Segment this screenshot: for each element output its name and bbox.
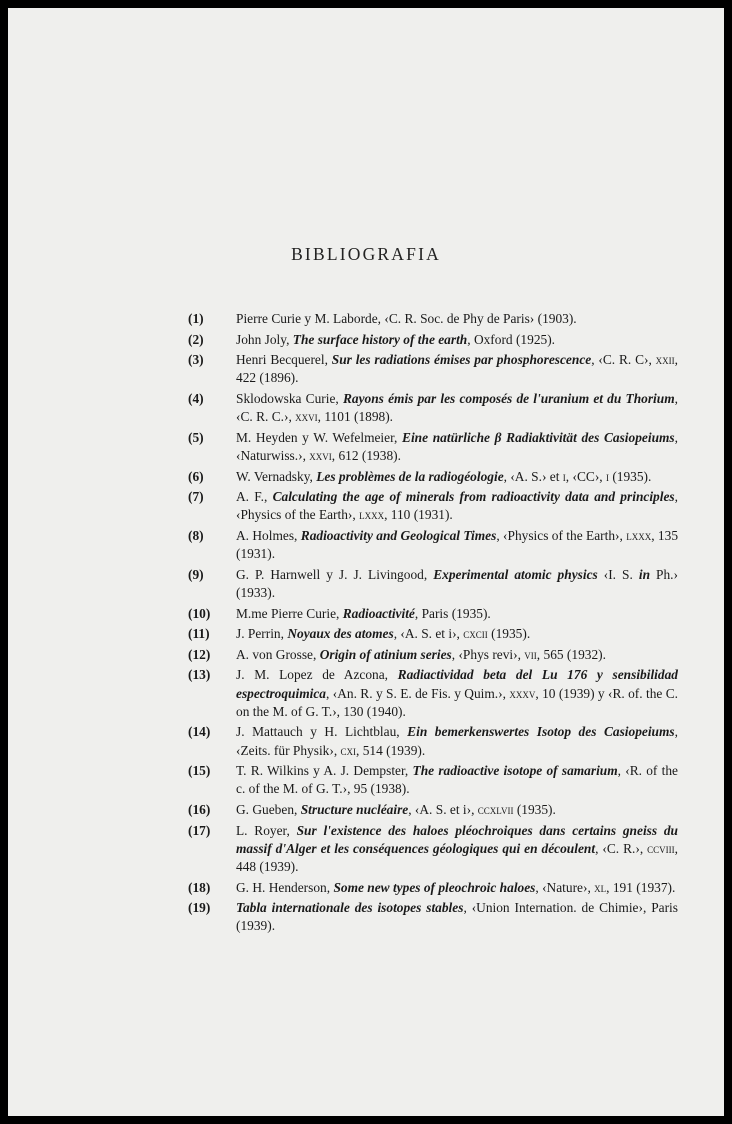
entry-segment: W. Vernadsky, xyxy=(236,468,317,484)
entry-segment: M. Heyden y W. Wefelmeier, xyxy=(236,429,403,445)
entry-segment: ‹I. S. xyxy=(597,566,639,582)
entry-text xyxy=(236,899,678,935)
volume-numeral: lxxx xyxy=(359,507,385,523)
entry-segment: Sklodowska Curie, xyxy=(236,390,343,406)
entry-title: Sur l'existence des haloes pléochroiques dans certains gneiss du massif d'Alger et les conséquences géologiques qui en découlent xyxy=(236,822,678,856)
entry-segment: , ‹C. R. C.›, xyxy=(236,390,678,425)
entry-text xyxy=(236,468,678,486)
volume-numeral: xxvi xyxy=(295,409,318,425)
entry-segment: , ‹Union Internation. de Chimie›, Paris (1939). xyxy=(236,900,678,934)
volume-numeral: ccxlvii xyxy=(477,801,514,817)
entry-segment: , 565 (1932). xyxy=(536,646,606,662)
entry-number: (14) xyxy=(188,724,211,740)
bibliography-entry xyxy=(188,429,678,465)
entry-segment: , ‹C. R.›, xyxy=(595,840,648,856)
entry-segment: G. H. Henderson, xyxy=(236,879,334,895)
entry-number: (17) xyxy=(188,822,211,838)
document-page xyxy=(8,8,724,1116)
entry-segment: , 514 (1939). xyxy=(356,742,426,758)
entry-title: Ein bemerkenswertes Isotop des Casiopeiums xyxy=(407,724,675,740)
entry-segment: , ‹Physics of the Earth›, xyxy=(496,527,627,543)
bibliography-list xyxy=(188,310,678,938)
volume-numeral: lxxx xyxy=(626,527,652,543)
entry-text xyxy=(236,666,678,721)
volume-numeral: xxvi xyxy=(309,447,332,463)
bibliography-entry xyxy=(188,488,678,524)
entry-segment: M.me Pierre Curie, xyxy=(236,605,343,621)
entry-number: (19) xyxy=(188,900,211,916)
entry-number: (13) xyxy=(188,667,211,683)
entry-title: in xyxy=(638,566,651,582)
entry-segment: (1935). xyxy=(513,801,556,817)
entry-segment: John Joly, xyxy=(236,331,293,347)
entry-text xyxy=(236,723,678,759)
bibliography-entry xyxy=(188,625,678,643)
entry-text xyxy=(236,566,678,602)
entry-segment: Pierre Curie y M. Laborde, ‹C. R. Soc. de Phy de Paris› (1903). xyxy=(236,311,577,326)
entry-segment: , ‹An. R. y S. E. de Fis. y Quim.›, xyxy=(326,685,510,701)
bibliography-entry xyxy=(188,331,678,349)
entry-segment: , ‹Nature›, xyxy=(535,879,595,895)
volume-numeral: xl xyxy=(594,879,607,895)
entry-segment: J. Mattauch y H. Lichtblau, xyxy=(236,724,408,740)
entry-number: (16) xyxy=(188,801,211,817)
entry-number: (9) xyxy=(188,566,204,582)
entry-segment: , 135 (1931). xyxy=(236,527,679,562)
volume-numeral: ccviii xyxy=(647,840,675,856)
entry-segment: , 422 (1896). xyxy=(236,352,678,386)
bibliography-entry xyxy=(188,390,678,426)
entry-segment: , ‹Naturwiss.›, xyxy=(236,429,678,463)
bibliography-entry xyxy=(188,801,678,819)
entry-segment: Ph.› (1933). xyxy=(236,566,678,600)
entry-segment: , 110 (1931). xyxy=(384,507,453,523)
entry-text xyxy=(236,625,678,643)
bibliography-entry xyxy=(188,899,678,935)
entry-title: Radiactividad beta del Lu 176 y sensibilidad espectroquimica xyxy=(236,667,678,701)
entry-title: Some new types of pleochroic haloes xyxy=(333,879,536,895)
entry-segment: G. P. Harnwell y J. J. Livingood, xyxy=(236,566,434,582)
volume-numeral: xxii xyxy=(655,352,675,368)
bibliography-entry xyxy=(188,468,678,486)
volume-numeral: vii xyxy=(524,646,537,662)
bibliography-entry xyxy=(188,310,678,328)
entry-number: (4) xyxy=(188,390,204,406)
entry-number: (1) xyxy=(188,311,204,326)
entry-text xyxy=(236,351,678,387)
entry-segment: G. Gueben, xyxy=(236,801,301,817)
entry-title: Calculating the age of minerals from radioactivity data and principles xyxy=(272,489,675,505)
entry-segment: , ‹Physics of the Earth›, xyxy=(236,489,678,523)
entry-segment: , Oxford (1925). xyxy=(467,331,556,347)
entry-title: Tabla internationale des isotopes stables xyxy=(236,900,464,916)
entry-segment: , 612 (1938). xyxy=(331,447,401,463)
bibliography-entry xyxy=(188,879,678,897)
entry-segment: , ‹Phys revi›, xyxy=(451,646,525,662)
entry-segment: , ‹R. of the c. of the M. of G. T.›, 95 (1938). xyxy=(236,763,678,797)
entry-title: Eine natürliche β Radiaktivität des Casiopeiums xyxy=(402,429,675,445)
entry-number: (3) xyxy=(188,352,204,368)
volume-numeral: i xyxy=(605,468,609,484)
entry-title: Les problèmes de la radiogéologie xyxy=(316,468,504,484)
entry-text xyxy=(236,331,678,349)
entry-number: (8) xyxy=(188,527,204,543)
entry-segment: , 448 (1939). xyxy=(236,840,678,874)
bibliography-entry xyxy=(188,666,678,721)
entry-text xyxy=(236,527,678,563)
entry-text xyxy=(236,605,678,623)
entry-text xyxy=(236,488,678,524)
entry-number: (6) xyxy=(188,468,204,484)
entry-segment: , ‹C. R. C›, xyxy=(591,352,656,368)
entry-segment: Henri Becquerel, xyxy=(236,352,332,368)
entry-segment: , ‹A. S.› et xyxy=(503,468,563,484)
entry-title: The surface history of the earth xyxy=(292,331,468,347)
entry-segment: (1935). xyxy=(487,626,531,642)
entry-title: The radioactive isotope of samarium xyxy=(412,763,618,779)
volume-numeral: cxi xyxy=(340,742,357,758)
entry-segment: , Paris (1935). xyxy=(414,605,491,621)
entry-segment: (1935). xyxy=(608,468,652,484)
entry-segment: J. M. Lopez de Azcona, xyxy=(236,667,398,683)
entry-number: (12) xyxy=(188,646,211,662)
entry-segment: A. Holmes, xyxy=(236,527,301,543)
entry-title: Radioactivity and Geological Times xyxy=(300,527,497,543)
entry-number: (2) xyxy=(188,331,204,347)
entry-segment: , 10 (1939) y ‹R. of. the C. on the M. of G. T.›, 130 (1940). xyxy=(236,685,679,719)
entry-title: Experimental atomic physics xyxy=(433,566,598,582)
entry-segment: L. Royer, xyxy=(236,822,297,838)
bibliography-entry xyxy=(188,351,678,387)
entry-title: Origin of atinium series xyxy=(319,646,452,662)
entry-number: (18) xyxy=(188,879,211,895)
volume-numeral: xxxv xyxy=(509,685,536,701)
entry-number: (11) xyxy=(188,626,210,642)
volume-numeral: cxcii xyxy=(463,626,488,642)
entry-title: Structure nucléaire xyxy=(300,801,409,817)
entry-segment: A. F., xyxy=(236,489,273,505)
entry-segment: , ‹A. S. et i›, xyxy=(393,626,464,642)
entry-segment: , 1101 (1898). xyxy=(317,409,394,425)
entry-segment: A. von Grosse, xyxy=(236,646,320,662)
entry-segment: , ‹Zeits. für Physik›, xyxy=(236,724,678,758)
entry-text xyxy=(236,310,678,328)
entry-title: Rayons émis par les composés de l'uranium et du Thorium xyxy=(342,390,675,406)
entry-segment: , 191 (1937). xyxy=(606,879,676,895)
entry-segment: J. Perrin, xyxy=(236,626,288,642)
entry-number: (7) xyxy=(188,489,204,505)
page-title: BIBLIOGRAFIA xyxy=(291,244,441,264)
bibliography-entry xyxy=(188,646,678,664)
bibliography-entry xyxy=(188,527,678,563)
volume-numeral: i xyxy=(562,468,566,484)
entry-text xyxy=(236,429,678,465)
bibliography-entry xyxy=(188,605,678,623)
entry-title: Sur les radiations émises par phosphorescence xyxy=(331,352,592,368)
entry-text xyxy=(236,762,678,798)
entry-segment: , ‹CC›, xyxy=(565,468,606,484)
entry-number: (15) xyxy=(188,763,211,779)
entry-segment: T. R. Wilkins y A. J. Dempster, xyxy=(236,763,413,779)
bibliography-entry xyxy=(188,723,678,759)
entry-number: (5) xyxy=(188,429,204,445)
entry-text xyxy=(236,822,678,877)
entry-text xyxy=(236,390,678,426)
entry-text xyxy=(236,801,678,819)
entry-text xyxy=(236,879,678,897)
entry-text xyxy=(236,646,678,664)
entry-segment: , ‹A. S. et i›, xyxy=(408,801,478,817)
bibliography-entry xyxy=(188,762,678,798)
entry-title: Noyaux des atomes xyxy=(287,626,394,642)
entry-number: (10) xyxy=(188,605,211,621)
bibliography-entry xyxy=(188,822,678,877)
bibliography-entry xyxy=(188,566,678,602)
entry-title: Radioactivité xyxy=(342,605,415,621)
